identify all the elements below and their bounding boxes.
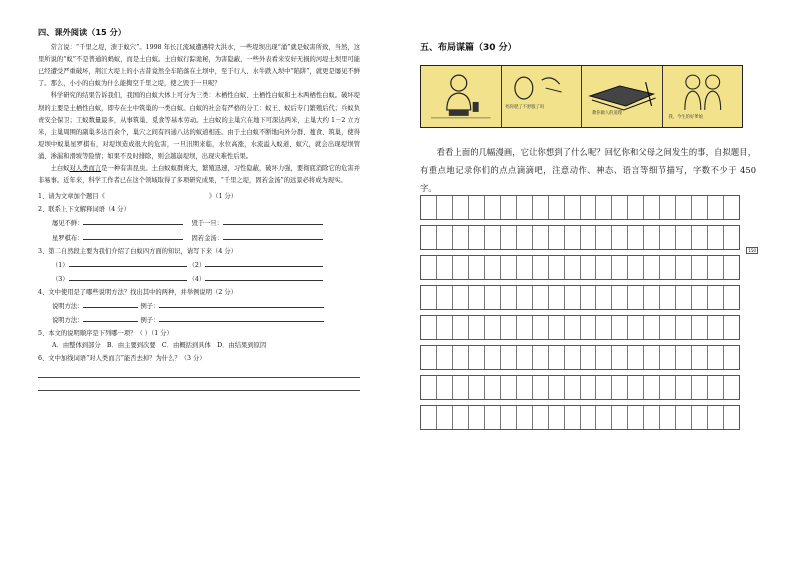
q3-blank-1[interactable]	[69, 258, 187, 267]
grid-cell[interactable]	[676, 256, 692, 279]
grid-cell[interactable]	[533, 376, 549, 399]
composition-section	[420, 40, 756, 253]
section4-heading: 四、课外阅读（15 分）	[38, 27, 126, 37]
comic-panel-4	[663, 66, 743, 127]
grid-cell[interactable]	[501, 286, 517, 309]
grid-cell[interactable]	[581, 346, 597, 369]
q2-row-2	[38, 231, 360, 245]
grid-cell[interactable]	[596, 316, 612, 339]
writing-grid[interactable]	[420, 195, 740, 435]
grid-cell[interactable]	[453, 286, 469, 309]
p3-rest: 是一种有害昆虫。土白蚁蚁群庞大，繁殖迅速，习性隐蔽，破坏力强，要彻底消除它的危害并非易事。近年来，科学工作者已在这个领域取得了多项研究成果，“千里之堤，固若金汤”的远景必将成为现实。	[38, 165, 361, 185]
grid-cell[interactable]	[533, 256, 549, 279]
q4-method-1: 说明方法：	[52, 302, 84, 310]
comic-panel-2	[502, 66, 583, 127]
grid-cell[interactable]	[628, 196, 644, 219]
answer-line-1[interactable]	[38, 365, 360, 378]
comic-caption-4: 我，今生的好爹娘	[668, 115, 703, 120]
question-6: 6、文中加线词语“对人类而言”能否去掉？为什么？（3 分）	[38, 355, 206, 363]
grid-cell[interactable]	[565, 256, 581, 279]
grid-cell[interactable]	[581, 376, 597, 399]
grid-row[interactable]	[420, 315, 740, 340]
grid-cell[interactable]	[644, 226, 660, 249]
child-with-glass-drawing	[421, 66, 501, 127]
grid-cell[interactable]	[660, 346, 676, 369]
grid-cell[interactable]	[581, 256, 597, 279]
grid-cell[interactable]	[612, 196, 628, 219]
grid-cell[interactable]	[692, 256, 708, 279]
grid-cell[interactable]	[692, 286, 708, 309]
grid-cell[interactable]	[469, 286, 485, 309]
grid-cell[interactable]	[421, 196, 437, 219]
q3-num-1: （1）	[52, 261, 69, 269]
grid-cell[interactable]	[533, 196, 549, 219]
grid-cell[interactable]	[485, 316, 501, 339]
grid-cell[interactable]	[549, 376, 565, 399]
q2-blank-4[interactable]	[223, 231, 323, 240]
grid-cell[interactable]	[421, 286, 437, 309]
grid-cell[interactable]	[501, 316, 517, 339]
grid-cell[interactable]	[549, 316, 565, 339]
grid-cell[interactable]	[660, 196, 676, 219]
grid-cell[interactable]	[692, 376, 708, 399]
grid-cell[interactable]	[453, 406, 469, 429]
grid-cell[interactable]	[724, 196, 739, 219]
q2-blank-2[interactable]	[223, 216, 323, 225]
grid-cell[interactable]	[708, 286, 724, 309]
grid-cell[interactable]	[708, 316, 724, 339]
question-1	[38, 190, 360, 203]
grid-row[interactable]	[420, 345, 740, 370]
grid-cell[interactable]	[612, 256, 628, 279]
grid-cell[interactable]	[421, 256, 437, 279]
comic-strip	[420, 65, 743, 128]
grid-cell[interactable]	[724, 346, 739, 369]
grid-cell[interactable]	[517, 286, 533, 309]
passage-paragraph-2: 科学研究的结果告诉我们，我国的白蚁大体上可分为三类：木栖性白蚁、土栖性白蚁和土木两栖性白蚁。破坏堤坝的主要是土栖性白蚁，即专在土中筑巢的一类白蚁。白蚁的社会有严格的分工：蚁王、蚁后专门繁殖后代；兵蚁负责安全保卫；工蚁数量最多，从事筑巢、觅食等基本劳动。土白蚁的主巢穴在地下可深达两米，主巢大约 1－2 立方米，主巢周围的副巢多达百余个，巢穴之间有四通八达的蚁道相连。由于土白蚁不断地向外分群、蔓食、筑巢，使得堤坝中蚁巢星罗棋布，对堤坝造成很大的危害，一旦汛期来临，水位高涨，水流溢入蚁道、蚁穴，就会出现堤坝管涌、渗漏和滑坡等险情；如果不及时排除，则会越崩堤坝，出现灾难性后果。	[38, 92, 360, 160]
question-3: 3、第二自然段主要为我们介绍了白蚁四方面的知识，请写下来（4 分）	[38, 247, 237, 255]
grid-cell[interactable]	[676, 406, 692, 429]
reading-section	[38, 26, 360, 391]
grid-cell[interactable]	[485, 286, 501, 309]
composition-prompt: 看看上面的几幅漫画，它让你想到了什么呢？回忆你和父母之间发生的事，自拟题目，有重点地记录你们的点点滴滴吧，注意动作、神态、语言等细节描写，字数不少于 450 字。	[420, 147, 756, 193]
open-book-drawing	[582, 66, 662, 127]
grid-cell[interactable]	[596, 376, 612, 399]
q4-example-blank-2[interactable]	[159, 313, 324, 322]
grid-cell[interactable]	[644, 316, 660, 339]
grid-cell[interactable]	[708, 406, 724, 429]
grid-cell[interactable]	[549, 196, 565, 219]
grid-cell[interactable]	[469, 406, 485, 429]
grid-cell[interactable]	[612, 346, 628, 369]
answer-line-2[interactable]	[38, 378, 360, 391]
grid-cell[interactable]	[676, 226, 692, 249]
grid-row[interactable]	[420, 405, 740, 430]
grid-cell[interactable]	[517, 316, 533, 339]
grid-cell[interactable]	[676, 286, 692, 309]
grid-cell[interactable]	[533, 346, 549, 369]
q4-example-blank-1[interactable]	[159, 299, 324, 308]
grid-cell[interactable]	[549, 406, 565, 429]
grid-cell[interactable]	[517, 226, 533, 249]
grid-cell[interactable]	[660, 406, 676, 429]
word-count-mark: 150	[748, 248, 756, 253]
grid-cell[interactable]	[485, 226, 501, 249]
grid-cell[interactable]	[517, 406, 533, 429]
p3-start: 土白蚁	[50, 165, 70, 173]
question-2: 2、联系上下文解释词语（4 分）	[38, 206, 130, 214]
comic-panel-1	[421, 66, 502, 127]
grid-cell[interactable]	[596, 286, 612, 309]
grid-cell[interactable]	[453, 376, 469, 399]
grid-cell[interactable]	[469, 346, 485, 369]
grid-cell[interactable]	[533, 316, 549, 339]
grid-cell[interactable]	[453, 256, 469, 279]
grid-cell[interactable]	[628, 226, 644, 249]
grid-cell[interactable]	[724, 226, 739, 249]
grid-cell[interactable]	[660, 376, 676, 399]
grid-cell[interactable]	[437, 226, 453, 249]
grid-cell[interactable]	[660, 316, 676, 339]
grid-cell[interactable]	[533, 226, 549, 249]
grid-cell[interactable]	[724, 316, 739, 339]
grid-cell[interactable]	[453, 316, 469, 339]
grid-cell[interactable]	[596, 406, 612, 429]
grid-cell[interactable]	[501, 226, 517, 249]
grid-cell[interactable]	[676, 196, 692, 219]
grid-cell[interactable]	[437, 196, 453, 219]
q3-blank-2[interactable]	[205, 258, 323, 267]
grid-cell[interactable]	[565, 226, 581, 249]
grid-cell[interactable]	[612, 316, 628, 339]
q2-row-1	[38, 216, 360, 230]
grid-row[interactable]	[420, 375, 740, 400]
grid-cell[interactable]	[596, 226, 612, 249]
grid-cell[interactable]	[485, 196, 501, 219]
grid-cell[interactable]	[724, 286, 739, 309]
grid-cell[interactable]	[692, 406, 708, 429]
grid-cell[interactable]	[421, 226, 437, 249]
grid-cell[interactable]	[469, 376, 485, 399]
grid-cell[interactable]	[517, 346, 533, 369]
grid-cell[interactable]	[628, 256, 644, 279]
parent-hand-drawing	[502, 66, 582, 127]
grid-cell[interactable]	[644, 376, 660, 399]
underlined-phrase: 对人类而言	[69, 165, 102, 173]
grid-cell[interactable]	[549, 226, 565, 249]
q2-word-4: 固若金汤：	[191, 234, 223, 242]
grid-cell[interactable]	[708, 226, 724, 249]
grid-cell[interactable]	[724, 256, 739, 279]
grid-cell[interactable]	[692, 346, 708, 369]
grid-cell[interactable]	[437, 316, 453, 339]
grid-cell[interactable]	[421, 316, 437, 339]
grid-cell[interactable]	[565, 346, 581, 369]
grid-cell[interactable]	[692, 316, 708, 339]
grid-cell[interactable]	[581, 316, 597, 339]
q2-blank-3[interactable]	[83, 231, 183, 240]
q1-close: 》（1 分）	[209, 193, 238, 201]
grid-cell[interactable]	[501, 196, 517, 219]
grid-cell[interactable]	[437, 286, 453, 309]
grid-cell[interactable]	[581, 406, 597, 429]
grid-cell[interactable]	[501, 256, 517, 279]
question-5: 5、本文的说明顺序是下列哪一项？（ ）（1 分）	[38, 330, 173, 338]
q2-word-1: 屡见不鲜：	[52, 220, 84, 228]
grid-cell[interactable]	[437, 346, 453, 369]
grid-row[interactable]	[420, 195, 740, 220]
comic-panel-3	[582, 66, 663, 127]
q3-row-2	[38, 272, 360, 286]
grid-cell[interactable]	[453, 196, 469, 219]
grid-cell[interactable]	[612, 226, 628, 249]
grid-row[interactable]	[420, 255, 740, 280]
grid-cell[interactable]	[644, 406, 660, 429]
grid-cell[interactable]	[517, 376, 533, 399]
grid-cell[interactable]	[612, 406, 628, 429]
grid-cell[interactable]	[565, 406, 581, 429]
grid-cell[interactable]	[660, 256, 676, 279]
grid-cell[interactable]	[692, 226, 708, 249]
grid-cell[interactable]	[565, 286, 581, 309]
grid-cell[interactable]	[453, 346, 469, 369]
grid-cell[interactable]	[628, 316, 644, 339]
grid-cell[interactable]	[676, 376, 692, 399]
grid-cell[interactable]	[708, 256, 724, 279]
q4-row-1	[38, 299, 360, 313]
q3-num-3: （3）	[52, 275, 69, 283]
grid-cell[interactable]	[596, 196, 612, 219]
grid-cell[interactable]	[660, 286, 676, 309]
passage-paragraph-3	[38, 163, 360, 187]
q3-blank-4[interactable]	[205, 272, 323, 281]
q4-row-2	[38, 313, 360, 327]
grid-cell[interactable]	[533, 406, 549, 429]
grid-cell[interactable]	[469, 316, 485, 339]
grid-cell[interactable]	[708, 196, 724, 219]
grid-row[interactable]	[420, 225, 740, 250]
grid-cell[interactable]	[469, 256, 485, 279]
grid-cell[interactable]	[421, 346, 437, 369]
grid-cell[interactable]	[581, 286, 597, 309]
grid-cell[interactable]	[421, 376, 437, 399]
grid-cell[interactable]	[644, 196, 660, 219]
grid-cell[interactable]	[596, 256, 612, 279]
grid-cell[interactable]	[612, 286, 628, 309]
grid-cell[interactable]	[485, 346, 501, 369]
grid-cell[interactable]	[708, 376, 724, 399]
grid-row[interactable]	[420, 285, 740, 310]
grid-cell[interactable]	[549, 286, 565, 309]
q2-word-3: 星罗棋布：	[52, 234, 84, 242]
grid-cell[interactable]	[724, 376, 739, 399]
grid-cell[interactable]	[453, 226, 469, 249]
grid-cell[interactable]	[676, 316, 692, 339]
grid-cell[interactable]	[565, 196, 581, 219]
grid-cell[interactable]	[501, 346, 517, 369]
grid-cell[interactable]	[469, 226, 485, 249]
grid-cell[interactable]	[581, 226, 597, 249]
grid-cell[interactable]	[628, 406, 644, 429]
grid-cell[interactable]	[549, 346, 565, 369]
q2-blank-1[interactable]	[83, 216, 183, 225]
grid-cell[interactable]	[692, 196, 708, 219]
grid-cell[interactable]	[644, 346, 660, 369]
grid-cell[interactable]	[565, 376, 581, 399]
q4-method-2: 说明方法：	[52, 317, 84, 325]
q4-method-blank-1[interactable]	[83, 299, 138, 308]
grid-cell[interactable]	[517, 256, 533, 279]
grid-cell[interactable]	[644, 256, 660, 279]
q5-options[interactable]: A．由整体到部分 B．由主要到次要 C．由概括到具体 D．由结果到原因	[52, 342, 267, 350]
grid-cell[interactable]	[533, 286, 549, 309]
grid-cell[interactable]	[628, 376, 644, 399]
grid-cell[interactable]	[501, 406, 517, 429]
grid-cell[interactable]	[581, 196, 597, 219]
grid-cell[interactable]	[612, 376, 628, 399]
comic-caption-3: 教你做人的道理	[592, 111, 623, 116]
grid-cell[interactable]	[517, 196, 533, 219]
grid-cell[interactable]	[660, 226, 676, 249]
grid-cell[interactable]	[421, 406, 437, 429]
grid-cell[interactable]	[485, 406, 501, 429]
q1-label: 1、请为文章加个题目《	[38, 193, 105, 201]
grid-cell[interactable]	[437, 256, 453, 279]
title-blank[interactable]	[107, 190, 207, 198]
grid-cell[interactable]	[485, 256, 501, 279]
grid-cell[interactable]	[676, 346, 692, 369]
grid-cell[interactable]	[437, 376, 453, 399]
grid-cell[interactable]	[437, 406, 453, 429]
grid-cell[interactable]	[469, 196, 485, 219]
grid-cell[interactable]	[628, 286, 644, 309]
grid-cell[interactable]	[708, 346, 724, 369]
grid-cell[interactable]	[724, 406, 739, 429]
q3-num-4: （4）	[188, 275, 206, 283]
q3-num-2: （2）	[188, 261, 206, 269]
passage-paragraph-1: 常言说：“千里之堤，溃于蚁穴”。1998 年长江流域遭遇特大洪水，一些堤坝出现“涌”就是蚁害所致，当然，这里所说的“蚁”不是普通的蚂蚁，而是土白蚁。土白蚁行踪诡秘，为害隐蔽，一些外表看来安好无损的河堤土坝里可能已经遭受严重破坏，荆江大堤上的小古昔竟然全车陷落在土坝中，至于行人、水牛跌入坝中“陷阱”，就更是屡见不鲜了。那么，小小的白蚁为什么能掏空千里之堤，使之毁于一旦呢？	[38, 44, 360, 88]
grid-cell[interactable]	[628, 346, 644, 369]
q4-example-2: 例子：	[140, 317, 160, 325]
q2-word-2: 毁于一旦：	[191, 220, 223, 228]
grid-cell[interactable]	[549, 256, 565, 279]
q3-blank-3[interactable]	[69, 272, 187, 281]
question-4: 4、文中使用是了哪些说明方法？找出其中的两种，并举例说明（2 分）	[38, 288, 237, 296]
q3-row-1	[38, 258, 360, 272]
grid-cell[interactable]	[485, 376, 501, 399]
grid-cell[interactable]	[565, 316, 581, 339]
section5-heading: 五、布局谋篇（30 分）	[420, 43, 517, 53]
grid-cell[interactable]	[644, 286, 660, 309]
q4-example-1: 例子：	[140, 302, 160, 310]
grid-cell[interactable]	[596, 346, 612, 369]
grid-cell[interactable]	[501, 376, 517, 399]
q4-method-blank-2[interactable]	[83, 313, 138, 322]
comic-caption-2: 妈你肥了不舒服了吗	[505, 105, 545, 110]
